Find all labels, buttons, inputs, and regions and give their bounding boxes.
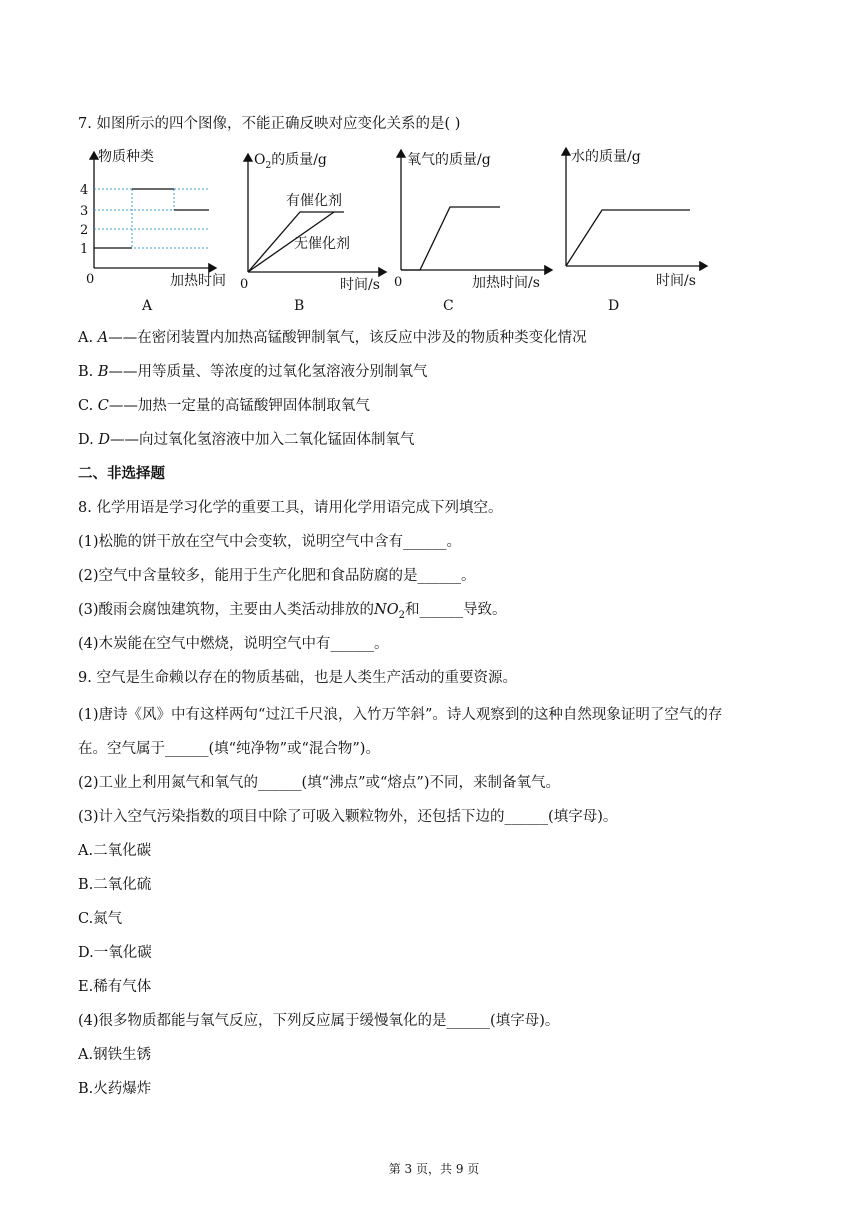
figure-b-xlabel: 时间/s (340, 277, 380, 293)
q9-part-4-option: B.火药爆炸 (78, 1081, 152, 1097)
q9-part-1-line-1: (1)唐诗《风》中有这样两句“过江千尺浪，入竹万竿斜”。诗人观察到的这种自然现象证明了空气的存 (78, 707, 723, 723)
figure-a-ytick: 4 (80, 183, 89, 198)
figure-a (78, 144, 226, 319)
figure-b-letter: B (294, 298, 305, 314)
q7-option-c: C. C——加热一定量的高锰酸钾固体制取氧气 (78, 398, 370, 414)
q9-part-3: (3)计入空气污染指数的项目中除了可吸入颗粒物外，还包括下边的______(填字母)。 (78, 809, 618, 825)
figure-b-label-catalyst: 有催化剂 (286, 193, 342, 209)
figure-d-letter: D (608, 298, 620, 314)
q8-stem: 8. 化学用语是学习化学的重要工具，请用化学用语完成下列填空。 (78, 500, 503, 516)
figure-b-ylabel: $O_2$的质量/g (254, 152, 327, 171)
figure-a-origin: 0 (86, 272, 95, 287)
figure-a-ytick: 2 (80, 223, 89, 238)
figure-b-origin: 0 (240, 277, 249, 292)
figure-c (392, 144, 552, 319)
q9-part-4-option: A.钢铁生锈 (78, 1047, 152, 1063)
q9-part-3-option: C.氮气 (78, 911, 123, 927)
figure-b-label-no-catalyst: 无催化剂 (294, 236, 350, 252)
q7-stem: 7. 如图所示的四个图像，不能正确反映对应变化关系的是( ) (78, 116, 461, 132)
q9-stem: 9. 空气是生命赖以存在的物质基础，也是人类生产活动的重要资源。 (78, 670, 517, 686)
figure-a-letter: A (142, 298, 153, 314)
figure-a-ytick: 1 (80, 242, 89, 257)
q9-part-4: (4)很多物质都能与氧气反应，下列反应属于缓慢氧化的是______(填字母)。 (78, 1013, 560, 1029)
q9-part-3-option: A.二氧化碳 (78, 843, 152, 859)
figure-a-ylabel: 物质种类 (98, 149, 154, 165)
q9-part-3-option: D.一氧化碳 (78, 945, 152, 961)
q7-option-d: D. D——向过氧化氢溶液中加入二氧化锰固体制氧气 (78, 432, 415, 448)
q9-part-3-option: B.二氧化硫 (78, 877, 152, 893)
q8-part-1: (1)松脆的饼干放在空气中会变软，说明空气中含有______。 (78, 534, 462, 550)
figure-d-ylabel: 水的质量/g (571, 149, 641, 165)
figure-d-xlabel: 时间/s (656, 273, 696, 289)
q9-part-1-line-2: 在。空气属于______(填“纯净物”或“混合物”)。 (78, 741, 380, 757)
figure-d (560, 144, 710, 319)
q7-option-a: A. A——在密闭装置内加热高锰酸钾制氧气，该反应中涉及的物质种类变化情况 (78, 330, 587, 346)
q9-part-2: (2)工业上利用氮气和氧气的______(填“沸点”或“熔点”)不同，来制备氧气。 (78, 775, 561, 791)
q8-part-4: (4)木炭能在空气中燃烧，说明空气中有______。 (78, 636, 389, 652)
figure-a-ytick: 3 (80, 204, 89, 219)
section-title: 二、非选择题 (78, 465, 165, 482)
q9-part-3-option: E.稀有气体 (78, 979, 152, 995)
figure-c-origin: 0 (394, 275, 403, 290)
figure-b (234, 144, 389, 319)
figure-a-xlabel: 加热时间 (170, 273, 226, 289)
q8-part-2: (2)空气中含量较多，能用于生产化肥和食品防腐的是______。 (78, 568, 476, 584)
figure-d-curve (566, 210, 690, 266)
figure-c-ylabel: 氧气的质量/g (407, 152, 491, 168)
q7-option-b: B. B——用等质量、等浓度的过氧化氢溶液分别制氧气 (78, 364, 428, 380)
q8-part-3: (3)酸雨会腐蚀建筑物，主要由人类活动排放的$NO_2$和______导致。 (78, 602, 507, 621)
figure-c-xlabel: 加热时间/s (472, 275, 540, 291)
figure-c-curve (401, 207, 500, 270)
figure-c-letter: C (443, 298, 454, 314)
page-footer: 第 3 页，共 9 页 (388, 1162, 480, 1176)
